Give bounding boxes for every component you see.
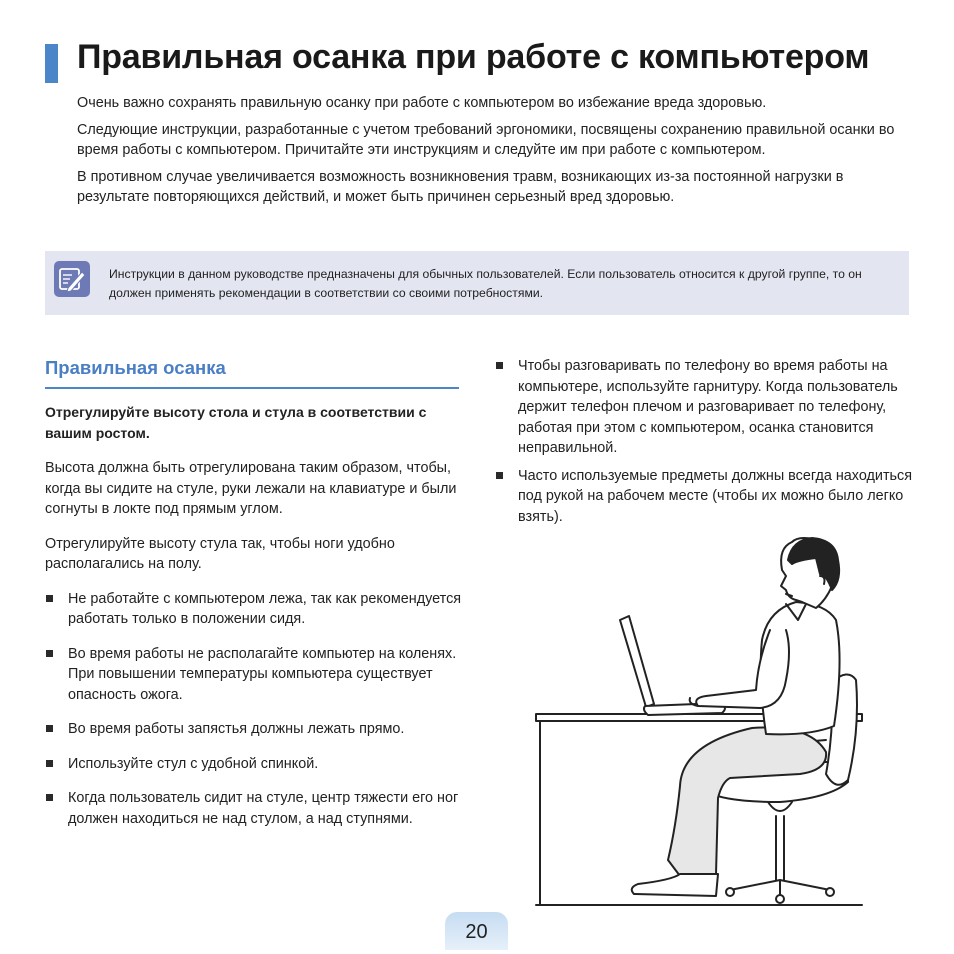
- title-accent-bar: [45, 44, 58, 83]
- section-divider: [45, 387, 459, 389]
- list-item: Не работайте с компьютером лежа, так как рекомендуется работать только в положении сидя.: [45, 589, 465, 630]
- section-lead: Отрегулируйте высоту стола и стула в соответствии с вашим ростом.: [45, 404, 427, 441]
- section-title: Правильная осанка: [45, 357, 226, 378]
- bullet-list-right: [495, 356, 915, 527]
- bullet-list-left: [45, 589, 465, 830]
- left-column: [45, 402, 465, 843]
- list-item: Во время работы не располагайте компьютер на коленях. При повышении температуры компьютера существует опасность ожога.: [45, 644, 465, 706]
- section-paragraph: Высота должна быть отрегулирована таким образом, чтобы, когда вы сидите на стуле, руки лежали на клавиатуре и были согнуты в локте под прямым углом.: [45, 460, 457, 517]
- page-number-tab: [445, 912, 508, 950]
- posture-illustration: [530, 530, 870, 910]
- page-number: 20: [465, 921, 488, 943]
- intro-paragraph: Очень важно сохранять правильную осанку при работе с компьютером во избежание вреда здоровью.: [77, 95, 767, 111]
- note-text: Инструкции в данном руководстве предназначены для обычных пользователей. Если пользователь относится к другой группе, то он должен применять рекомендации в соответствии со своими потребностями.: [109, 267, 862, 300]
- pencil-note-icon: [54, 261, 90, 297]
- list-item: Когда пользователь сидит на стуле, центр тяжести его ног должен находиться не над стулом, а над ступнями.: [45, 788, 465, 829]
- list-item: Используйте стул с удобной спинкой.: [45, 754, 465, 775]
- page-title: Правильная осанка при работе с компьютером: [77, 38, 870, 76]
- intro-paragraph: В противном случае увеличивается возможность возникновения травм, возникающих из-за постоянной нагрузки в результате повторяющихся действий, и может быть причинен серьезный вред здоровью.: [77, 168, 844, 205]
- section-paragraph: Отрегулируйте высоту стула так, чтобы ноги удобно располагались на полу.: [45, 535, 395, 572]
- list-item: Во время работы запястья должны лежать прямо.: [45, 719, 465, 740]
- intro-text: [77, 93, 917, 214]
- intro-paragraph: Следующие инструкции, разработанные с учетом требований эргономики, посвящены сохранению правильной осанки во время работы с компьютером. Причитайте эти инструкциям и следуйте им при работе с компьютером.: [77, 121, 895, 158]
- list-item: Чтобы разговаривать по телефону во время работы на компьютере, используйте гарнитуру. Когда пользователь держит телефон плечом и разговаривает по телефону, работая при этом с компьютером, осанка становится неправильной.: [495, 356, 915, 459]
- right-column: [495, 356, 915, 534]
- list-item: Часто используемые предметы должны всегда находиться под рукой на рабочем месте (чтобы их можно было легко взять).: [495, 466, 915, 528]
- note-box: [45, 251, 909, 315]
